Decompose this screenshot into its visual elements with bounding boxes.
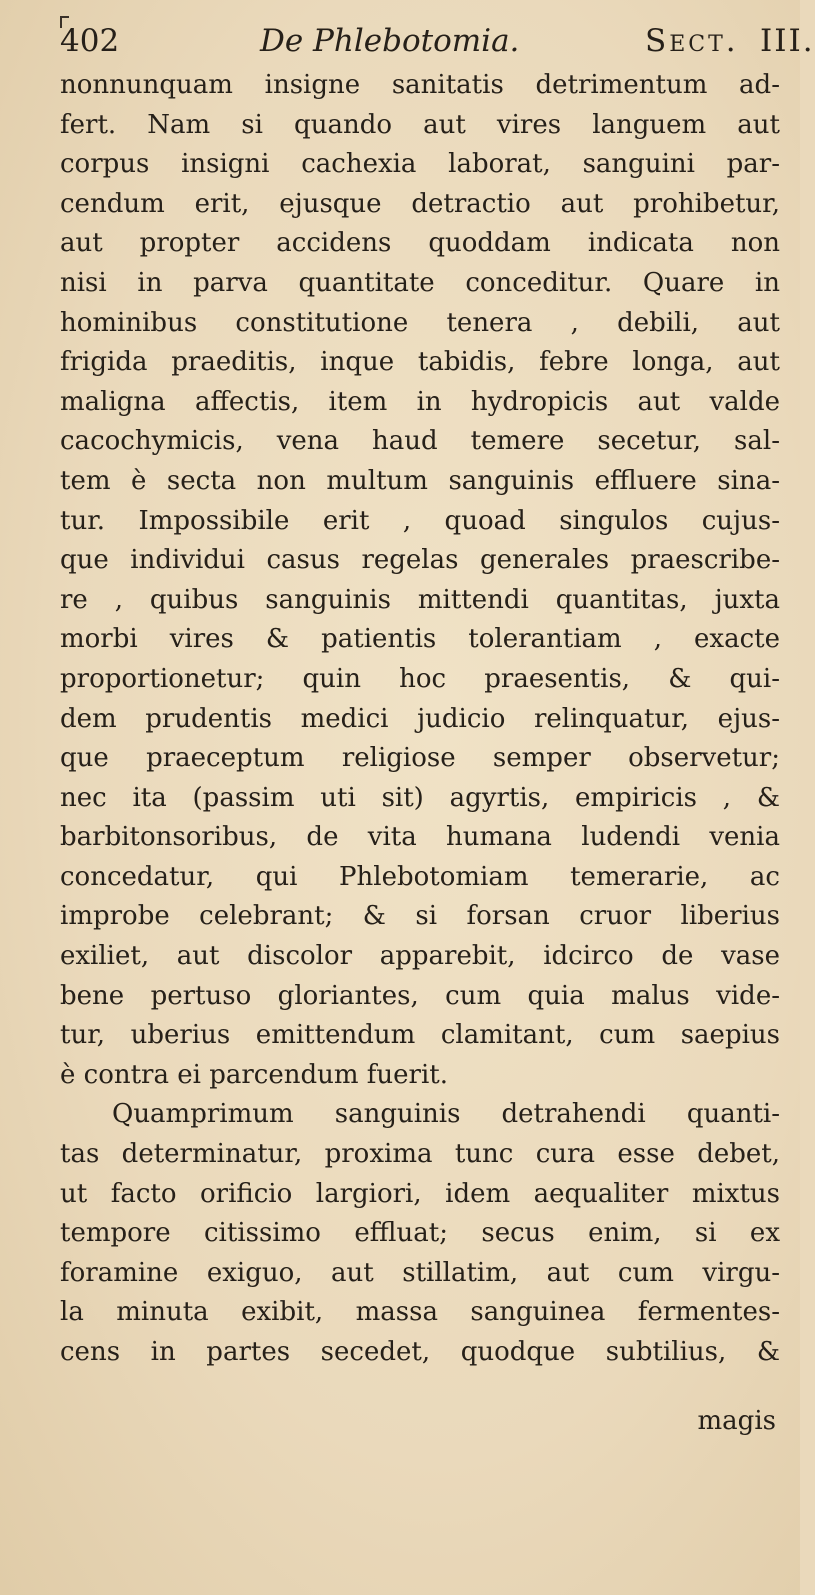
text-line: nisi in parva quantitate conceditur. Quare in [60, 267, 780, 298]
text-line: ut facto orificio largiori, idem aequaliter mixtus [60, 1178, 780, 1209]
text-line: tur. Impossibile erit , quoad singulos cujus- [60, 505, 780, 536]
section-label: Sect. [645, 23, 739, 59]
paragraph-start-line: Quamprimum sanguinis detrahendi quanti- [112, 1099, 780, 1130]
body-text [60, 66, 780, 1373]
page-number: 402 [60, 23, 120, 59]
text-line: barbitonsoribus, de vita humana ludendi venia [60, 822, 780, 853]
text-line: foramine exiguo, aut stillatim, aut cum virgu- [60, 1257, 780, 1288]
text-line: corpus insigni cachexia laborat, sanguini par- [60, 149, 780, 180]
text-line: nonnunquam insigne sanitatis detrimentum ad- [60, 70, 780, 100]
text-line: improbe celebrant; & si forsan cruor liberius [60, 901, 780, 932]
text-line: fert. Nam si quando aut vires languem aut [60, 109, 780, 140]
text-line: re , quibus sanguinis mittendi quantitas, juxta [60, 584, 780, 615]
text-line: tas determinatur, proxima tunc cura esse debet, [60, 1139, 780, 1170]
section-number: III. [760, 23, 815, 59]
text-line: cens in partes secedet, quodque subtilius, & [60, 1337, 780, 1367]
text-line: bene pertuso gloriantes, cum quia malus vide- [60, 980, 780, 1011]
text-line: dem prudentis medici judicio relinquatur, ejus- [60, 703, 780, 734]
text-line: hominibus constitutione tenera , debili, aut [60, 307, 780, 338]
paragraph-end-line: è contra ei parcendum fuerit. [60, 1059, 449, 1090]
text-line: que individui casus regelas generales praescribe- [60, 545, 780, 576]
text-line: proportionetur; quin hoc praesentis, & qui- [60, 663, 780, 694]
text-line: frigida praeditis, inque tabidis, febre longa, aut [60, 347, 780, 378]
text-line: cendum erit, ejusque detractio aut prohibetur, [60, 188, 780, 219]
text-line: cacochymicis, vena haud temere secetur, sal- [60, 426, 780, 457]
text-line: concedatur, qui Phlebotomiam temerarie, ac [60, 861, 780, 892]
text-line: exiliet, aut discolor apparebit, idcirco de vase [60, 941, 780, 972]
running-header [60, 18, 815, 64]
text-line: nec ita (passim uti sit) agyrtis, empiricis , & [60, 782, 780, 813]
text-line: aut propter accidens quoddam indicata non [60, 228, 780, 259]
text-line: la minuta exibit, massa sanguinea fermentes- [60, 1297, 780, 1328]
catchword: magis [697, 1406, 776, 1436]
text-line: tur, uberius emittendum clamitant, cum saepius [60, 1020, 780, 1051]
text-line: tem è secta non multum sanguinis effluere sina- [60, 465, 780, 496]
text-line: que praeceptum religiose semper observetur; [60, 743, 780, 774]
text-line: tempore citissimo effluat; secus enim, si ex [60, 1218, 780, 1249]
text-line: morbi vires & patientis tolerantiam , exacte [60, 624, 780, 655]
text-line: maligna affectis, item in hydropicis aut valde [60, 386, 780, 417]
running-title: De Phlebotomia. [260, 23, 520, 59]
